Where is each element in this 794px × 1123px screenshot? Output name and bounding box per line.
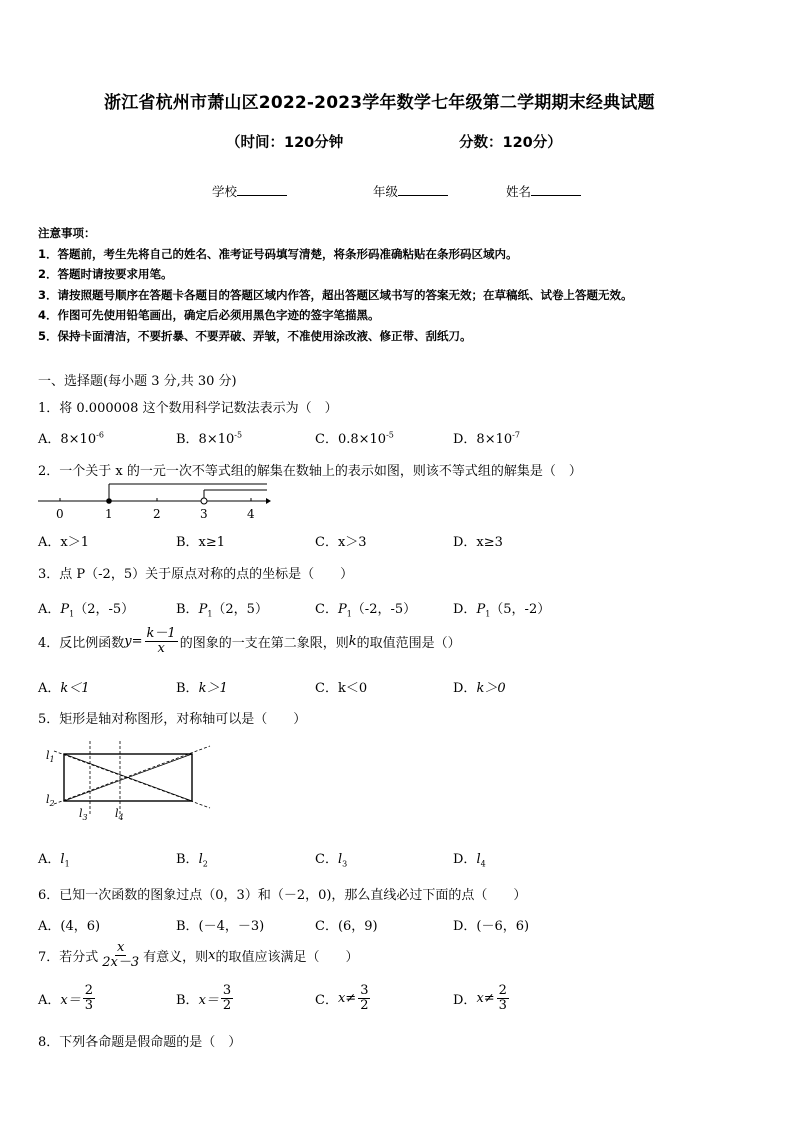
grade-label: 年级	[373, 184, 399, 199]
exam-score: 分数：120分）	[459, 135, 562, 151]
q7-d-letter: D．	[453, 992, 477, 1008]
q7-c-letter: C．	[315, 992, 338, 1008]
q6-option-b[interactable]: B．(－4，－3)	[176, 919, 265, 934]
name-blank[interactable]	[531, 183, 581, 196]
q4-a-value: k＜1	[60, 681, 90, 696]
label-l3	[79, 807, 88, 822]
q7-numerator: x	[117, 940, 125, 955]
q7-b-num: 3	[222, 983, 232, 998]
label-l2	[46, 793, 55, 808]
q4-denominator: x	[157, 640, 165, 656]
q7-x: x	[208, 947, 216, 963]
q5-b-l: l	[198, 852, 203, 867]
school-field[interactable]	[212, 182, 287, 200]
q7-d-fraction	[497, 984, 509, 1012]
q5-b-sub: 2	[202, 859, 208, 869]
q4-option-b[interactable]	[176, 677, 228, 696]
q4-b-letter: B．	[176, 681, 199, 696]
question-8-stem: 8．下列各命题是假命题的是（ ）	[38, 1035, 242, 1050]
q7-b-letter: B．	[176, 992, 199, 1008]
note-item: 3．请按照题号顺序在答题卡各题目的答题区域内作答，超出答题区域书写的答案无效；在草稿纸、试卷上答题无效。	[38, 288, 633, 302]
q5-d-sub: 4	[480, 859, 486, 869]
q3-d-letter: D．	[453, 602, 477, 617]
axis-l2	[54, 746, 210, 804]
l2-sub: 2	[49, 799, 55, 809]
q5-option-b[interactable]	[176, 848, 208, 869]
q1-a-exp: -6	[96, 430, 104, 440]
solid-point-1	[106, 498, 112, 504]
q3-c-value: （-2，-5）	[351, 602, 417, 617]
question-2-stem: 2．一个关于 x 的一元一次不等式组的解集在数轴上的表示如图，则该不等式组的解集是（ ）	[38, 464, 582, 479]
q5-a-letter: A．	[38, 852, 61, 867]
note-item: 2．答题时请按要求用笔。	[38, 267, 173, 281]
q3-option-a[interactable]	[38, 598, 134, 619]
q5-a-sub: 1	[64, 859, 70, 869]
q4-d-value: k＞0	[476, 681, 506, 696]
tick-label-3: 3	[200, 507, 208, 521]
q3-a-value: （2，-5）	[74, 602, 135, 617]
note-item: 1．答题前，考生先将自己的姓名、准考证号码填写清楚，将条形码准确粘贴在条形码区域内。	[38, 247, 518, 261]
axis-l1	[54, 751, 210, 808]
number-line-arrow	[266, 498, 271, 504]
q1-option-c[interactable]	[315, 428, 394, 447]
q4-y: y	[124, 633, 132, 649]
q3-option-d[interactable]	[453, 598, 550, 619]
q4-a-letter: A．	[38, 681, 61, 696]
l1-letter: l	[46, 749, 50, 762]
q4-post: 的图象的一支在第二象限，则	[179, 635, 349, 651]
label-l4	[115, 807, 124, 822]
q1-c-exp: -5	[386, 430, 394, 440]
question-6-stem: 6．已知一次函数的图象过点（0，3）和（－2，0)，那么直线必过下面的点（ ）	[38, 888, 527, 903]
q7-c-den: 2	[360, 997, 369, 1013]
question-3-stem: 3．点 P（-2，5）关于原点对称的点的坐标是（ ）	[38, 567, 354, 582]
q1-option-d[interactable]	[453, 428, 520, 447]
q2-option-c[interactable]: C．x＞3	[315, 535, 367, 550]
q3-c-sub: 1	[346, 609, 352, 619]
q7-post: 有意义，则	[143, 949, 209, 965]
q2-option-b[interactable]: B．x≥1	[176, 535, 226, 550]
q5-d-l: l	[476, 852, 481, 867]
l3-letter: l	[79, 807, 83, 820]
q3-b-p: P	[198, 602, 208, 617]
name-field[interactable]	[506, 182, 581, 200]
l3-sub: 3	[82, 813, 88, 823]
question-5-stem: 5．矩形是轴对称图形，对称轴可以是（ ）	[38, 712, 307, 727]
q4-b-value: k＞1	[198, 681, 228, 696]
tick-label-2: 2	[153, 507, 161, 521]
q7-c-fraction	[358, 984, 370, 1012]
q5-c-letter: C．	[315, 852, 338, 867]
q7-d-den: 3	[498, 997, 507, 1013]
q1-option-b[interactable]	[176, 428, 242, 447]
q5-a-l: l	[60, 852, 65, 867]
l2-letter: l	[46, 793, 50, 806]
q7-a-rel: x＝	[60, 992, 81, 1008]
q5-c-sub: 3	[342, 859, 348, 869]
q7-d-rel: x≠	[476, 990, 495, 1006]
l1-sub: 1	[49, 755, 55, 765]
q7-post2: 的取值应该满足（ ）	[215, 949, 359, 965]
school-label: 学校	[212, 184, 238, 199]
q6-option-a[interactable]: A．(4，6)	[38, 919, 101, 934]
q7-d-num: 2	[498, 983, 507, 998]
tick-label-0: 0	[56, 507, 64, 521]
q2-option-a[interactable]: A．x＞1	[38, 535, 89, 550]
q3-c-letter: C．	[315, 602, 338, 617]
q6-option-c[interactable]: C．(6，9)	[315, 919, 378, 934]
q3-b-letter: B．	[176, 602, 199, 617]
q1-b-base: B．8×10	[176, 432, 235, 447]
label-l1	[46, 749, 55, 764]
q7-a-num: 2	[84, 983, 94, 998]
page-title: 浙江省杭州市萧山区2022-2023学年数学七年级第二学期期末经典试题	[104, 93, 655, 113]
q1-d-base: D．8×10	[453, 432, 513, 447]
q7-pre: 7．若分式	[38, 949, 99, 965]
q4-d-letter: D．	[453, 681, 477, 696]
q5-option-c[interactable]	[315, 848, 347, 869]
tick-label-4: 4	[247, 507, 255, 521]
note-item: 4．作图可先使用铅笔画出，确定后必须用黑色字迹的签字笔描黑。	[38, 308, 380, 322]
q5-c-l: l	[337, 852, 343, 867]
q3-d-value: （5，-2）	[490, 602, 551, 617]
q7-option-a[interactable]	[38, 984, 97, 1012]
grade-blank[interactable]	[398, 183, 448, 196]
question-4-stem	[38, 627, 461, 655]
q4-k: k	[348, 633, 357, 649]
q3-a-letter: A．	[38, 602, 61, 617]
q5-d-letter: D．	[453, 852, 477, 867]
q7-c-rel: x≠	[337, 990, 357, 1006]
q3-a-sub: 1	[69, 609, 75, 619]
q7-denominator: 2x－3	[102, 954, 140, 970]
q4-fraction	[145, 627, 178, 655]
q5-option-d[interactable]	[453, 848, 486, 869]
note-item: 5．保持卡面清洁，不要折暴、不要弄破、弄皱，不准使用涂改液、修正带、刮纸刀。	[38, 329, 472, 343]
q7-option-b[interactable]	[176, 984, 235, 1012]
q7-b-fraction	[221, 984, 233, 1012]
l4-letter: l	[115, 807, 119, 820]
q1-option-a[interactable]	[38, 428, 104, 447]
q4-eq: =	[131, 633, 143, 649]
q4-option-d[interactable]	[453, 677, 506, 696]
q5-b-letter: B．	[176, 852, 199, 867]
q7-c-num: 3	[360, 983, 369, 998]
q4-numerator: k－1	[146, 626, 176, 641]
q3-b-sub: 1	[207, 609, 213, 619]
q3-option-b[interactable]	[176, 598, 268, 619]
section-heading: 一、选择题(每小题 3 分,共 30 分)	[38, 374, 237, 389]
q7-fraction	[100, 941, 141, 969]
q3-a-p: P	[60, 602, 70, 617]
q4-post2: 的取值范围是（）	[356, 635, 461, 651]
q3-d-sub: 1	[485, 609, 491, 619]
q7-a-den: 3	[84, 997, 94, 1013]
q7-b-rel: x＝	[198, 992, 219, 1008]
q3-b-value: （2，5）	[212, 602, 268, 617]
q7-b-den: 2	[222, 997, 232, 1013]
question-7-stem	[38, 941, 359, 969]
q4-option-c[interactable]: C．k＜0	[315, 681, 368, 696]
q7-a-fraction	[83, 984, 95, 1012]
hollow-point-3	[201, 498, 207, 504]
q4-pre: 4．反比例函数	[38, 635, 125, 651]
q5-option-a[interactable]	[38, 848, 70, 869]
q1-d-exp: -7	[512, 430, 520, 440]
q4-option-a[interactable]	[38, 677, 90, 696]
name-label: 姓名	[506, 184, 532, 199]
q7-a-letter: A．	[38, 992, 61, 1008]
notes-heading: 注意事项：	[38, 226, 96, 240]
q2-option-d[interactable]: D．x≥3	[453, 535, 503, 550]
tick-label-1: 1	[105, 507, 113, 521]
q3-option-c[interactable]	[315, 598, 416, 619]
q1-c-base: C．0.8×10	[315, 432, 387, 447]
question-1-stem: 1．将 0.000008 这个数用科学记数法表示为（ ）	[38, 401, 338, 416]
q7-option-c[interactable]	[315, 984, 372, 1012]
rectangle-axes-figure	[40, 738, 215, 823]
exam-time: （时间：120分钟	[226, 135, 344, 151]
q6-option-d[interactable]: D．(－6，6)	[453, 919, 530, 934]
q7-option-d[interactable]	[453, 984, 511, 1012]
q1-b-exp: -5	[234, 430, 243, 440]
grade-field[interactable]	[373, 182, 448, 200]
q3-c-p: P	[337, 602, 347, 617]
q1-a-base: A．8×10	[38, 432, 97, 447]
l4-sub: 4	[118, 813, 124, 823]
school-blank[interactable]	[237, 183, 287, 196]
q3-d-p: P	[476, 602, 486, 617]
